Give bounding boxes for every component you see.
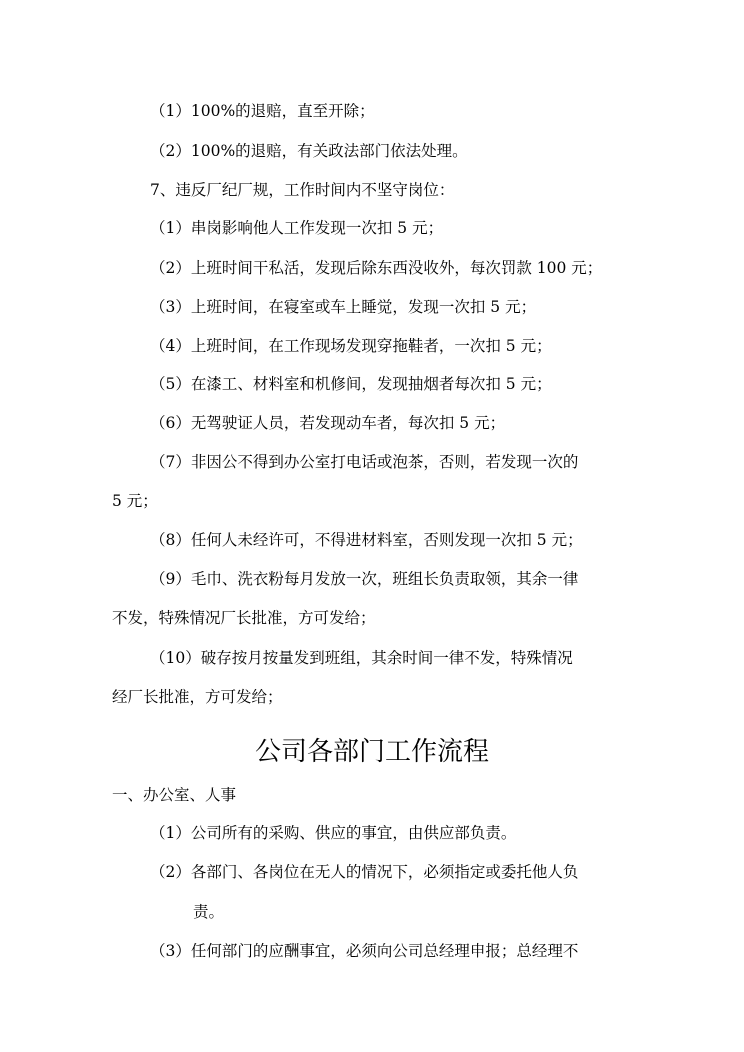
text-line: （3）上班时间，在寝室或车上睡觉，发现一次扣 5 元； (150, 298, 537, 316)
text-line: （1）公司所有的采购、供应的事宜，由供应部负责。 (150, 824, 517, 842)
text-line: （2）100%的退赔，有关政法部门依法处理。 (150, 142, 468, 160)
section-title: 一、办公室、人事 (112, 786, 237, 804)
text-line: （4）上班时间，在工作现场发现穿拖鞋者，一次扣 5 元； (150, 337, 552, 355)
page-title: 公司各部门工作流程 (254, 737, 489, 767)
text-line: （7）非因公不得到办公室打电话或泡茶，否则，若发现一次的 (150, 453, 579, 471)
text-line: （3）任何部门的应酬事宜，必须向公司总经理申报；总经理不 (150, 942, 579, 960)
text-line: （9）毛巾、洗衣粉每月发放一次，班组长负责取领，其余一律 (150, 570, 579, 588)
text-line: （6）无驾驶证人员，若发现动车者，每次扣 5 元； (150, 414, 506, 432)
text-line: （5）在漆工、材料室和机修间，发现抽烟者每次扣 5 元； (150, 375, 552, 393)
text-line: （1）100%的退赔，直至开除； (150, 102, 375, 120)
text-line: （1）串岗影响他人工作发现一次扣 5 元； (150, 219, 444, 237)
text-line: 不发，特殊情况厂长批准，方可发给； (112, 609, 376, 627)
text-line: （2）上班时间干私活，发现后除东西没收外，每次罚款 100 元； (150, 259, 603, 277)
text-line: （10）破存按月按量发到班组，其余时间一律不发，特殊情况 (150, 649, 573, 667)
text-line: 经厂长批准，方可发给； (112, 688, 283, 706)
text-line: 责。 (193, 903, 225, 921)
text-line: （2）各部门、各岗位在无人的情况下，必须指定或委托他人负 (150, 863, 579, 881)
text-line: 7、违反厂纪厂规，工作时间内不坚守岗位： (150, 181, 455, 199)
text-line: （8）任何人未经许可，不得进材料室，否则发现一次扣 5 元； (150, 531, 583, 549)
text-line: 5 元； (112, 492, 158, 510)
